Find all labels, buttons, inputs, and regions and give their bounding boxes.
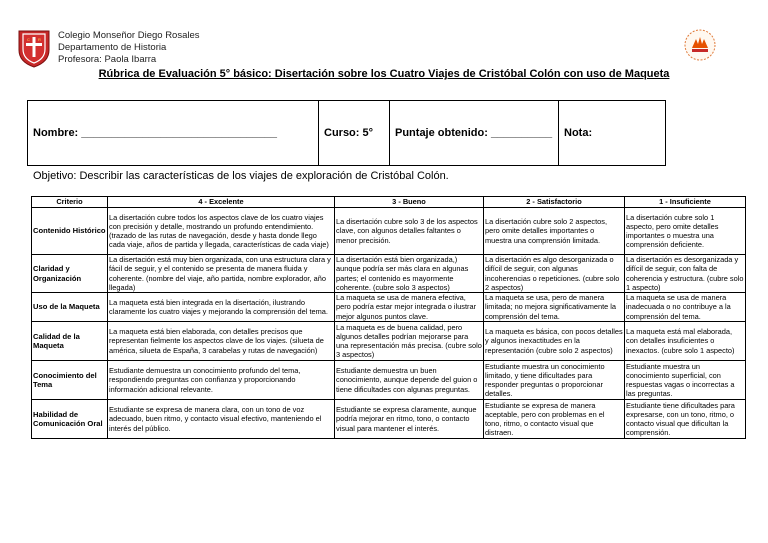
rubric-cell: Estudiante se expresa claramente, aunque podría mejorar en ritmo, tono, o contacto visual para mantener el interés. — [335, 400, 484, 439]
criterion-cell: Habilidad de Comunicación Oral — [32, 400, 108, 439]
department-name: Departamento de Historia — [58, 42, 167, 53]
rubric-cell: Estudiante tiene dificultades para expresarse, con un tono, ritmo, o contacto visual que dificultan la comprensión. — [625, 400, 746, 439]
rubric-cell: Estudiante demuestra un buen conocimiento, aunque depende del guion o tiene dificultades con algunas preguntas. — [335, 361, 484, 400]
rubric-cell: Estudiante demuestra un conocimiento profundo del tema, respondiendo preguntas con confianza y proporcionando información adicional relevante. — [108, 361, 335, 400]
rubric-cell: La maqueta está bien elaborada, con detalles precisos que representan fielmente los aspectos clave de los viajes. (silueta de américa, silueta de España, 3 carabelas y rutas de navegación) — [108, 322, 335, 361]
header-criterion: Criterio — [32, 197, 108, 208]
table-row — [32, 208, 746, 255]
name-field[interactable]: Nombre: ________________________________ — [28, 101, 319, 165]
table-row — [32, 322, 746, 361]
header-insufficient: 1 - Insuficiente — [625, 197, 746, 208]
table-row — [32, 400, 746, 439]
rubric-cell: La maqueta se usa de manera inadecuada o no contribuye a la comprensión del tema. — [625, 293, 746, 322]
rubric-cell: Estudiante muestra un conocimiento superficial, con respuestas vagas o incorrectas a las preguntas. — [625, 361, 746, 400]
criterion-cell: Claridad y Organización — [32, 255, 108, 293]
rubric-cell: La disertación está bien organizada,) aunque podría ser más clara en algunas partes; el contenido es mayormente coherente. (cubre solo 3 aspectos) — [335, 255, 484, 293]
school-shield-logo — [17, 28, 51, 68]
rubric-cell: La maqueta se usa de manera efectiva, pero podría estar mejor integrada o ilustrar mejor algunos puntos clave. — [335, 293, 484, 322]
rubric-cell: La maqueta se usa, pero de manera limitada; no mejora significativamente la comprensión del tema. — [484, 293, 625, 322]
header-excellent: 4 - Excelente — [108, 197, 335, 208]
grade-field[interactable]: Nota: — [564, 127, 593, 139]
criterion-cell: Uso de la Maqueta — [32, 293, 108, 322]
objective-text: Objetivo: Describir las características de los viajes de exploración de Cristóbal Colón. — [33, 170, 449, 182]
school-info — [58, 30, 200, 66]
criterion-cell: Calidad de la Maqueta — [32, 322, 108, 361]
rubric-cell: La disertación es desorganizada y difícil de seguir, con falta de coherencia y estructura. (cubre solo 1 aspecto) — [626, 255, 744, 292]
header-good: 3 - Bueno — [335, 197, 484, 208]
school-name: Colegio Monseñor Diego Rosales — [58, 30, 200, 41]
rubric-cell: La maqueta está bien integrada en la disertación, ilustrando claramente los cuatro viajes y mejorando la comprensión del tema. — [108, 293, 335, 322]
header-satisfactory: 2 - Satisfactorio — [484, 197, 625, 208]
rubric-cell: La disertación cubre todos los aspectos clave de los cuatro viajes con precisión y detalle, mostrando un profundo entendimiento. (trazado de las rutas de navegación, desde y hasta donde llego cada viaje, años de partida y llegada, características de cada viaje) — [108, 208, 335, 255]
institution-seal-logo — [683, 28, 717, 62]
rubric-cell: La disertación cubre solo 1 aspecto, pero omite detalles importantes o muestra una comprensión deficiente. — [625, 208, 746, 255]
rubric-cell: La disertación es algo desorganizada o difícil de seguir, con algunas incoherencias o repeticiones. (cubre solo 2 aspectos) — [484, 255, 625, 293]
svg-text:R: R — [38, 37, 41, 42]
rubric-cell: La disertación cubre solo 2 aspectos, pero omite detalles importantes o muestra una comprensión limitada. — [484, 208, 625, 255]
rubric-cell: Estudiante se expresa de manera clara, con un tono de voz adecuado, buen ritmo, y contacto visual efectivo, manteniendo el interés del público. — [108, 400, 335, 439]
teacher-name: Profesora: Paola Ibarra — [58, 54, 157, 65]
student-info-box — [27, 100, 666, 166]
document-title: Rúbrica de Evaluación 5° básico: Disertación sobre los Cuatro Viajes de Cristóbal Colón con uso de Maqueta — [98, 68, 670, 80]
rubric-cell: Estudiante se expresa de manera aceptable, pero con problemas en el tono, ritmo, o contacto visual que distraen. — [484, 400, 625, 439]
rubric-table — [31, 196, 746, 439]
score-field[interactable]: Puntaje obtenido: __________ — [390, 101, 559, 165]
criterion-cell: Conocimiento del Tema — [32, 361, 108, 400]
rubric-cell: La maqueta es de buena calidad, pero algunos detalles podrían mejorarse para una representación más precisa. (cubre solo 3 aspectos) — [336, 322, 482, 360]
rubric-cell: La disertación cubre solo 3 de los aspectos clave, con algunos detalles faltantes o menor precisión. — [335, 208, 484, 255]
criterion-cell: Contenido Histórico — [32, 208, 108, 255]
table-row — [32, 361, 746, 400]
table-row — [32, 293, 746, 322]
rubric-cell: La maqueta es básica, con pocos detalles y algunos inexactitudes en la representación (cubre solo 2 aspectos) — [484, 322, 625, 361]
rubric-cell: La maqueta está mal elaborada, con detalles insuficientes o inexactos. (cubre solo 1 aspecto) — [625, 322, 746, 361]
course-field: Curso: 5° — [319, 101, 390, 165]
svg-text:C: C — [27, 37, 30, 42]
rubric-cell: Estudiante muestra un conocimiento limitado, y tiene dificultades para responder preguntas o proporcionar detalles. — [484, 361, 625, 400]
rubric-cell: La disertación está muy bien organizada, con una estructura clara y fácil de seguir, y el contenido se presenta de manera fluida y coherente. (nombre del viaje, año partida, nombre explorador, año llegada) — [108, 255, 335, 293]
table-row — [32, 255, 746, 293]
rubric-header-row — [32, 197, 746, 208]
